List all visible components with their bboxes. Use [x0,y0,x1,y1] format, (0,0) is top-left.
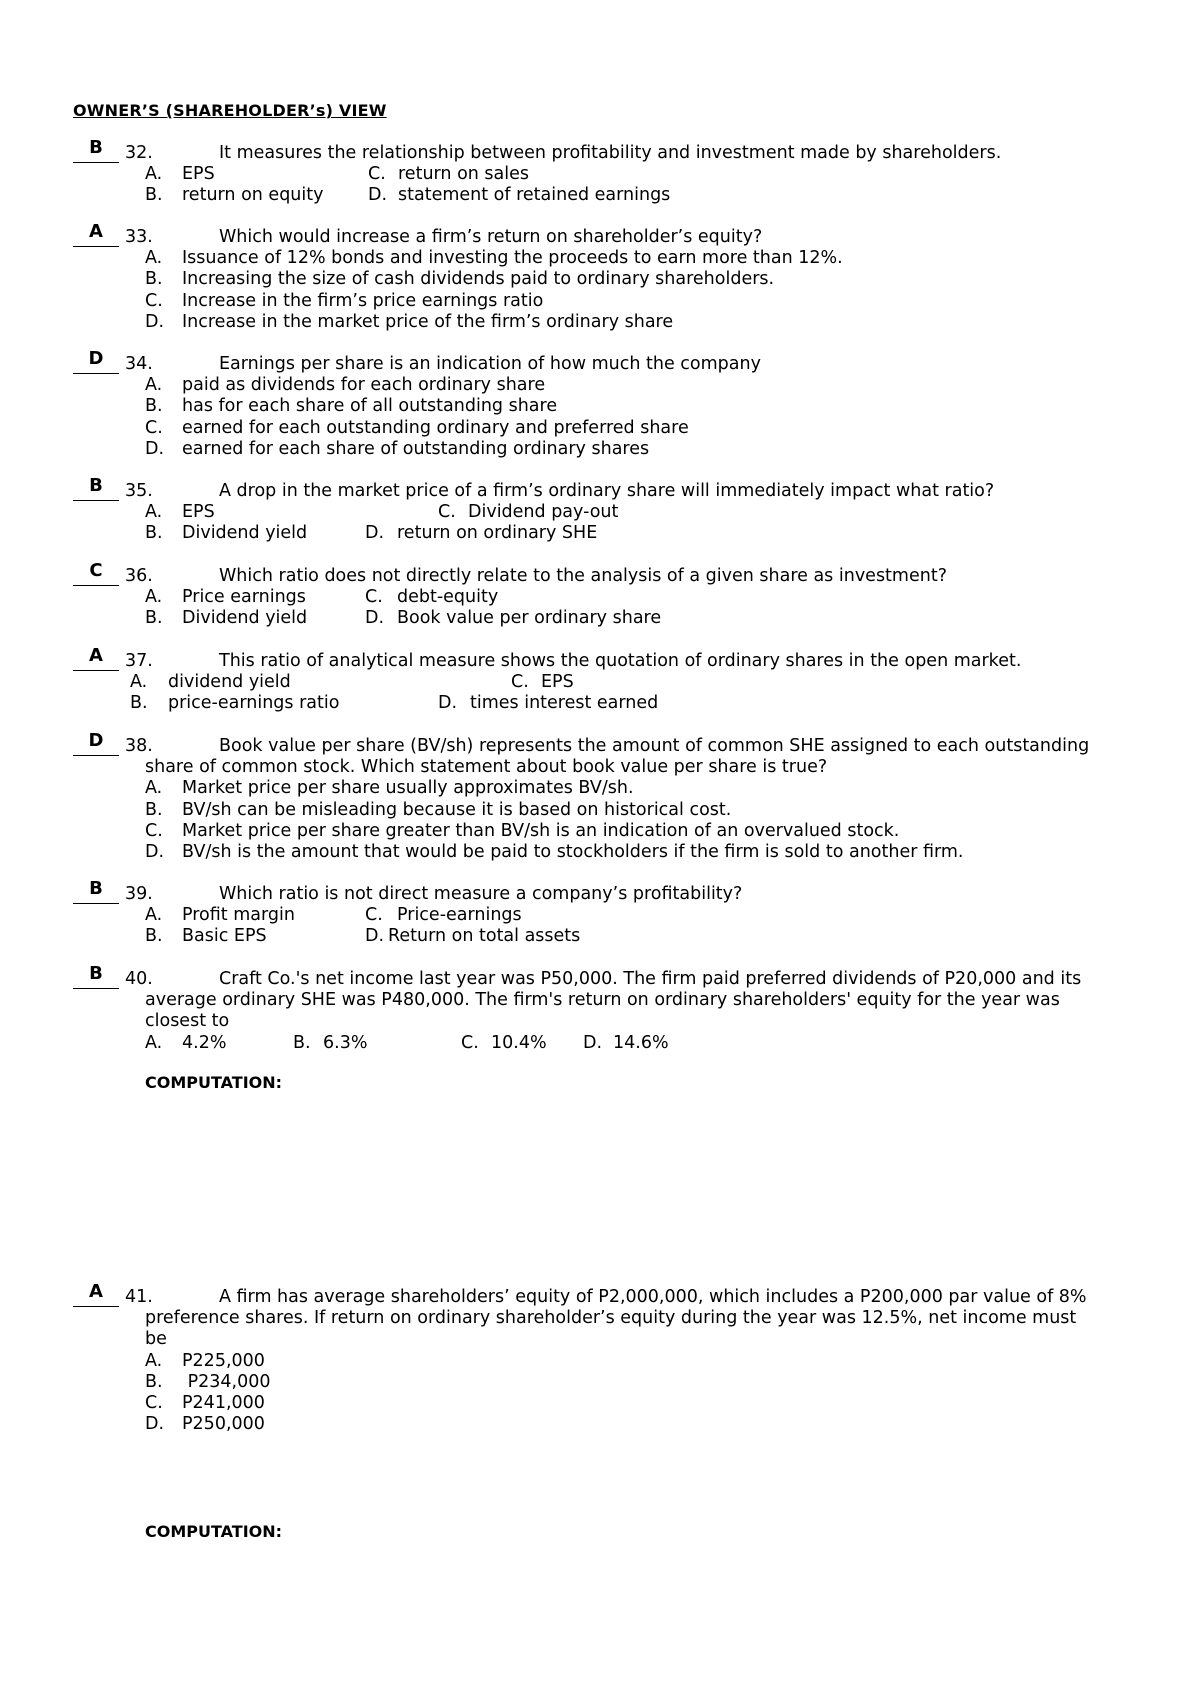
option-letter: D. [145,1414,165,1435]
option-letter: D. [368,185,388,206]
option-text: P241,000 [182,1392,265,1413]
option-row [73,396,1133,417]
option-text: Basic EPS [182,926,267,947]
option-letter: A. [145,587,163,608]
option-row [73,1393,1133,1414]
option-text: dividend yield [168,672,291,693]
answer-mark: A [89,645,103,666]
option-row [73,693,1133,714]
option-row [73,1351,1133,1372]
option-text: 6.3% [323,1032,368,1053]
option-letter: C. [368,164,386,185]
option-row [73,778,1133,799]
question-stem-continued: average ordinary SHE was P480,000. The firm's return on ordinary shareholders' equity for the year was [145,990,1060,1011]
option-letter: A. [130,672,148,693]
option-letter: C. [145,820,163,841]
option-row [73,1033,1133,1054]
question-stem-continued: preference shares. If return on ordinary shareholder’s equity during the year was 12.5%, net income must [145,1308,1077,1329]
question-stem: Earnings per share is an indication of how much the company [219,354,761,374]
option-letter: D. [438,693,458,714]
option-text: Market price per share usually approximates BV/sh. [182,778,634,799]
option-letter: C. [511,672,529,693]
question-39 [73,878,1133,948]
question-stem-continued: share of common stock. Which statement about book value per share is true? [145,757,828,778]
option-text: Increase in the firm’s price earnings ratio [182,290,544,311]
answer-mark: D [88,730,104,751]
option-letter: A. [145,1350,163,1371]
answer-mark: C [89,560,103,581]
question-38 [73,730,1133,863]
question-stem-continued: closest to [145,1011,230,1032]
option-letter: A. [145,375,163,396]
answer-mark: B [89,963,103,984]
computation-label: COMPUTATION: [145,1522,283,1541]
question-number: 40. [125,969,153,989]
option-text: price-earnings ratio [168,693,340,714]
option-text: times interest earned [470,693,659,714]
option-letter: C. [145,290,163,311]
question-stem: Which ratio does not directly relate to the analysis of a given share as investment? [219,566,947,586]
option-letter: D. [365,523,385,544]
option-letter: B. [145,523,163,544]
question-41 [73,1281,1133,1435]
option-letter: A. [145,164,163,185]
option-row [73,672,1133,693]
option-letter: B. [145,799,163,820]
option-row [73,248,1133,269]
option-text: earned for each outstanding ordinary and preferred share [182,417,689,438]
question-stem: A firm has average shareholders’ equity of P2,000,000, which includes a P200,000 par value of 8% [219,1287,1087,1307]
option-row [73,842,1133,863]
option-text: BV/sh can be misleading because it is based on historical cost. [182,799,732,820]
question-33 [73,221,1133,333]
option-letter: B. [145,1371,163,1392]
option-letter: D. [145,438,165,459]
option-row [73,800,1133,821]
option-text: paid as dividends for each ordinary share [182,375,546,396]
question-40 [73,963,1133,1054]
question-stem: Book value per share (BV/sh) represents the amount of common SHE assigned to each outstanding [219,736,1090,756]
option-row [73,185,1133,206]
option-text: P225,000 [182,1350,265,1371]
option-letter: D. [583,1032,603,1053]
option-text: 4.2% [182,1032,227,1053]
option-text: Dividend yield [182,608,308,629]
question-34 [73,348,1133,460]
computation-label: COMPUTATION: [145,1073,283,1092]
option-row [73,291,1133,312]
question-36 [73,560,1133,630]
option-text: Price earnings [182,587,306,608]
answer-mark: B [89,137,103,158]
option-letter: A. [145,1032,163,1053]
option-letter: D. [145,841,165,862]
option-row [73,502,1133,523]
question-stem: A drop in the market price of a firm’s ordinary share will immediately impact what ratio? [219,481,995,501]
option-text: Profit margin [182,905,295,926]
option-text: P250,000 [182,1414,265,1435]
option-text: EPS [182,164,215,185]
option-text: has for each share of all outstanding share [182,396,558,417]
option-text: Issuance of 12% bonds and investing the proceeds to earn more than 12%. [182,248,843,269]
option-letter: C. [438,502,456,523]
question-number: 36. [125,566,153,586]
section-heading: OWNER’S (SHAREHOLDER’s) VIEW [73,101,387,120]
option-text: Return on total assets [388,926,581,947]
option-letter: B. [145,926,163,947]
option-letter: A. [145,502,163,523]
option-letter: B. [130,693,148,714]
option-text: Dividend pay-out [468,502,619,523]
option-letter: B. [145,396,163,417]
option-text: Price-earnings [397,905,522,926]
answer-mark: B [89,475,103,496]
option-row [73,608,1133,629]
answer-mark: A [89,221,103,242]
option-row [73,523,1133,544]
option-letter: C. [365,905,383,926]
option-text: statement of retained earnings [398,185,671,206]
question-number: 41. [125,1287,153,1307]
option-text: return on ordinary SHE [397,523,598,544]
question-number: 32. [125,143,153,163]
question-stem: Which would increase a firm’s return on shareholder’s equity? [219,227,763,247]
option-letter: D. [145,311,165,332]
option-letter: C. [365,587,383,608]
option-row [73,375,1133,396]
option-text: 10.4% [491,1032,547,1053]
option-letter: B. [145,185,163,206]
option-text: 14.6% [613,1032,669,1053]
option-text: EPS [541,672,574,693]
option-text: Dividend yield [182,523,308,544]
option-text: Increase in the market price of the firm’s ordinary share [182,311,674,332]
option-text: debt-equity [397,587,499,608]
option-letter: A. [145,905,163,926]
option-text: P234,000 [182,1371,271,1392]
option-row [73,269,1133,290]
option-text: return on equity [182,185,324,206]
option-letter: B. [293,1032,311,1053]
answer-mark: B [89,878,103,899]
option-letter: C. [461,1032,479,1053]
answer-mark: D [88,348,104,369]
option-row [73,418,1133,439]
question-stem: Craft Co.'s net income last year was P50,000. The firm paid preferred dividends of P20,000 and its [219,969,1082,989]
answer-mark: A [89,1281,103,1302]
question-number: 38. [125,736,153,756]
option-letter: A. [145,778,163,799]
option-row [73,1414,1133,1435]
option-text: Increasing the size of cash dividends paid to ordinary shareholders. [182,269,775,290]
option-row [73,587,1133,608]
option-row [73,926,1133,947]
question-35 [73,475,1133,545]
option-row [73,905,1133,926]
question-stem: It measures the relationship between profitability and investment made by shareholders. [219,143,1002,163]
option-text: earned for each share of outstanding ordinary shares [182,438,650,459]
option-letter: D. [365,926,385,947]
option-row [73,821,1133,842]
question-number: 33. [125,227,153,247]
question-number: 35. [125,481,153,501]
option-letter: D. [365,608,385,629]
question-number: 37. [125,651,153,671]
option-text: Book value per ordinary share [397,608,662,629]
question-number: 34. [125,354,153,374]
option-letter: B. [145,269,163,290]
question-stem-continued: be [145,1329,167,1350]
question-stem: This ratio of analytical measure shows the quotation of ordinary shares in the open market. [219,651,1022,671]
question-number: 39. [125,884,153,904]
option-text: EPS [182,502,215,523]
question-37 [73,645,1133,715]
question-32 [73,137,1133,207]
option-letter: C. [145,1392,163,1413]
option-row [73,439,1133,460]
option-letter: B. [145,608,163,629]
option-row [73,1372,1133,1393]
option-letter: C. [145,417,163,438]
question-stem: Which ratio is not direct measure a company’s profitability? [219,884,743,904]
option-text: Market price per share greater than BV/sh is an indication of an overvalued stock. [182,820,900,841]
option-row [73,312,1133,333]
option-text: BV/sh is the amount that would be paid to stockholders if the firm is sold to another firm. [182,841,964,862]
option-row [73,164,1133,185]
option-letter: A. [145,248,163,269]
option-text: return on sales [398,164,530,185]
